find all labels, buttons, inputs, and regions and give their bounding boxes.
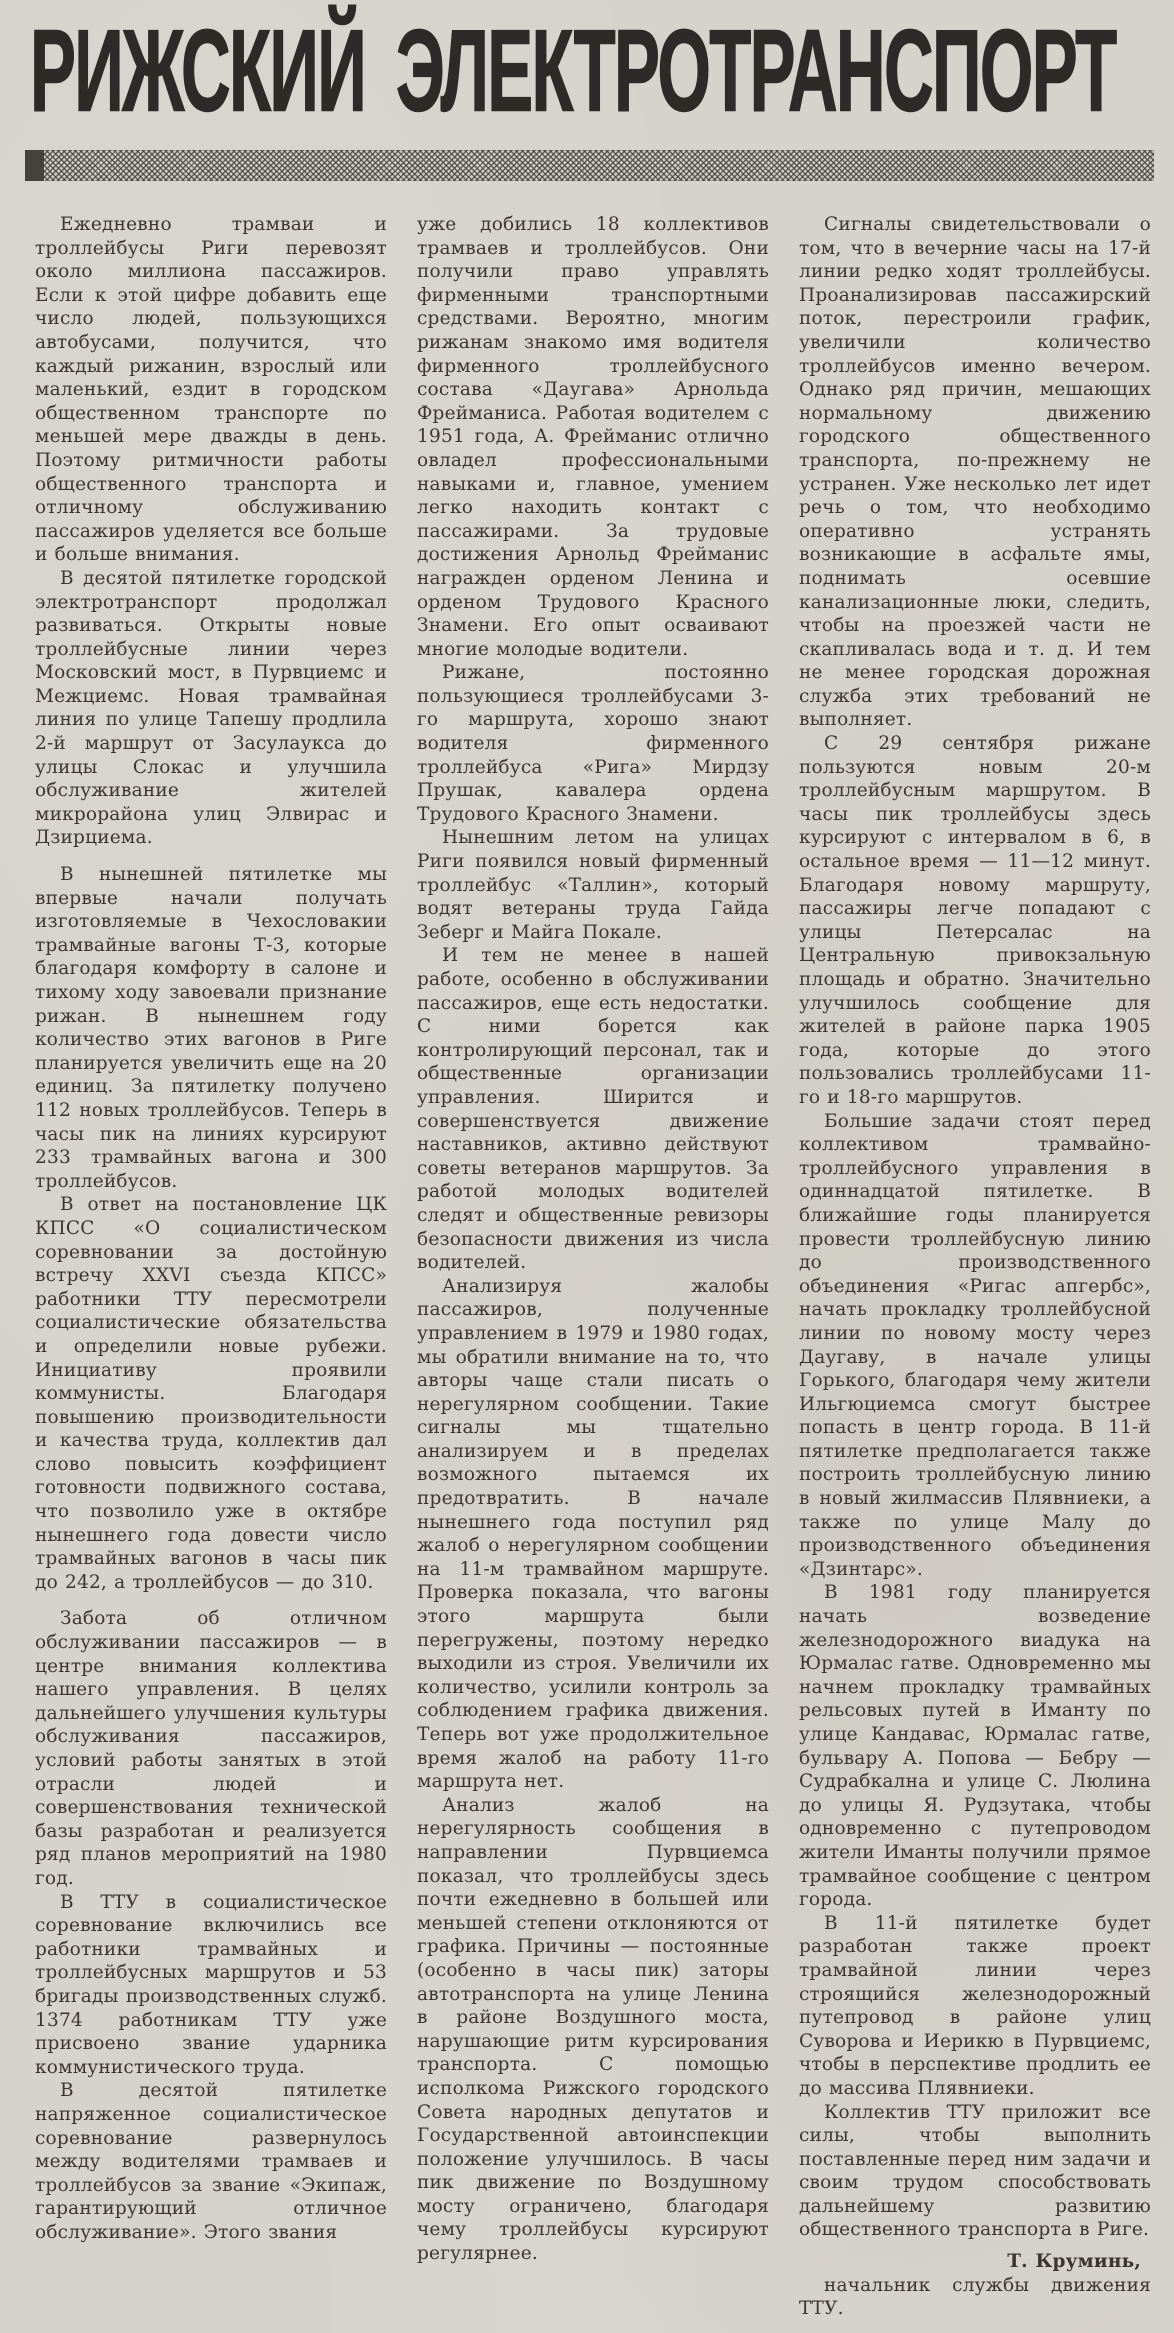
article-paragraph: В десятой пятилетке напряженное социалистическое соревнование развернулось между водителями трамваев и троллейбусов за звание «Экипаж, гарантирующий отличное обслуживание». Этого звания — [35, 2080, 387, 2243]
article-paragraph: В 1981 году планируется начать возведение железнодорожного виадука на Юрмалас гатве. Одновременно мы начнем прокладку трамвайных рельсовых путей в Иманту по улице Кандавас, Юрмалас гатве, бульвару А. Попова — Бебру — Судрабкална и улице С. Люлина до улицы Я. Рудзутака, чтобы одновременно с путепроводом жители Иманты получили прямое трамвайное сообщение с центром города. — [799, 1582, 1151, 1911]
masthead — [0, 0, 1174, 137]
signature-block — [799, 2250, 1151, 2321]
article-column-2 — [417, 213, 769, 2321]
article-paragraph: Ежедневно трамваи и троллейбусы Риги перевозят около миллиона пассажиров. Если к этой цифре добавить еще число людей, пользующихся автобусами, получится, что каждый рижанин, взрослый или маленький, ездит в городском общественном транспорте по меньшей мере дважды в день. Поэтому ритмичности работы общественного транспорта и отличному обслуживанию пассажиров уделяется все больше и больше внимания. — [35, 214, 387, 566]
article-paragraph: уже добились 18 коллективов трамваев и троллейбусов. Они получили право управлять фирменными транспортными средствами. Вероятно, многим рижанам знакомо имя водителя фирменного троллейбусного состава «Даугава» Арнольда Фрейманиса. Работая водителем с 1951 года, А. Фрейманис отлично овладел профессиональными навыками и, главное, умением легко находить контакт с пассажирами. За трудовые достижения Арнольд Фрейманис награжден орденом Ленина и орденом Трудового Красного Знамени. Его опыт осваивают многие молодые водители. — [417, 214, 769, 660]
article-paragraph: С 29 сентября рижане пользуются новым 20-м троллейбусным маршрутом. В часы пик троллейбусы здесь курсируют с интервалом в 6, в остальное время — 11—12 минут. Благодаря новому маршруту, пассажиры легче попадают с улицы Петерсалас на Центральную привокзальную площадь и обратно. Значительно улучшилось сообщение для жителей в районе парка 1905 года, которые до этого пользовались троллейбусами 11-го и 18-го маршрутов. — [799, 733, 1151, 1108]
article-paragraph: Коллектив ТТУ приложит все силы, чтобы выполнить поставленные перед ним задачи и своим трудом способствовать дальнейшему развитию общественного транспорта в Риге. — [799, 2101, 1151, 2241]
article-paragraph: Анализ жалоб на нерегулярность сообщения в направлении Пурвциемса показал, что троллейбусы здесь почти ежедневно в большей или меньшей степени отклоняются от графика. Причины — постоянные (особенно в часы пик) заторы автотранспорта на улице Ленина в районе Воздушного моста, нарушающие ритм курсирования транспорта. С помощью исполкома Рижского городского Совета народных депутатов и Государственной автоинспекции положение улучшилось. В часы пик движение по Воздушному мосту ограничено, благодаря чему троллейбусы курсируют регулярнее. — [417, 1794, 769, 2265]
article-paragraph: В нынешней пятилетке мы впервые начали получать изготовляемые в Чехословакии трамвайные вагоны Т-3, которые благодаря комфорту в салоне и тихому ходу завоевали признание рижан. В нынешнем году количество этих вагонов в Риге планируется увеличить еще на 20 единиц. За пятилетку получено 112 новых троллейбусов. Теперь в часы пик на линиях курсируют 233 трамвайных вагона и 300 троллейбусов. — [35, 864, 387, 1192]
article-paragraph: В десятой пятилетке городской электротранспорт продолжал развиваться. Открыты новые троллейбусные линии через Московский мост, в Пурвциемс и Межциемс. Новая трамвайная линия по улице Тапешу продлила 2-й маршрут от Засулаукса до улицы Слокас и улучшила обслуживание жителей микрорайона улиц Элвирас и Дзирциема. — [35, 567, 387, 849]
article-paragraph: Анализируя жалобы пассажиров, полученные управлением в 1979 и 1980 годах, мы обратили внимание на то, что авторы чаще стали писать о нерегулярном сообщении. Такие сигналы мы тщательно анализируем и в пределах возможного пытаемся их предотвратить. В начале нынешнего года поступил ряд жалоб о нерегулярном сообщении на 11-м трамвайном маршруте. Проверка показала, что вагоны этого маршрута были перегружены, поэтому нередко выходили из строя. Увеличили их количество, усилили контроль за соблюдением графика движения. Теперь вот уже продолжительное время жалоб на работу 11-го маршрута нет. — [417, 1275, 769, 1793]
article-paragraph: Большие задачи стоят перед коллективом трамвайно-троллейбусного управления в одиннадцатой пятилетке. В ближайшие годы планируется провести троллейбусную линию до производственного объединения «Ригас апгербс», начать прокладку троллейбусной линии по новому мосту через Даугаву, в начале улицы Горького, благодаря чему жители Ильгюциемса смогут быстрее попасть в центр города. В 11-й пятилетке предполагается также построить троллейбусную линию в новый жилмассив Плявниеки, а также по улице Малу до производственного объединения «Дзинтарс». — [799, 1110, 1151, 1580]
article-paragraph: В ТТУ в социалистическое соревнование включились все работники трамвайных и троллейбусных маршрутов и 53 бригады производственных служб. 1374 работникам ТТУ уже присвоено звание ударника коммунистического труда. — [35, 1891, 387, 2078]
article-column-3 — [799, 213, 1151, 2321]
article-paragraph: Нынешним летом на улицах Риги появился новый фирменный троллейбус «Таллин», который водят ветераны труда Гайда Зеберг и Майга Покале. — [417, 827, 769, 943]
article-column-1 — [35, 213, 387, 2321]
author-title: начальник службы движения ТТУ. — [799, 2274, 1151, 2320]
article-body — [0, 213, 1174, 2321]
article-paragraph: Рижане, постоянно пользующиеся троллейбусами 3-го маршрута, хорошо знают водителя фирменного троллейбуса «Рига» Мирдзу Прушак, кавалера ордена Трудового Красного Знамени. — [417, 662, 769, 825]
article-paragraph: Сигналы свидетельствовали о том, что в вечерние часы на 17-й линии редко ходят троллейбусы. Проанализировав пассажирский поток, перестроили график, увеличили количество троллейбусов именно вечером. Однако ряд причин, мешающих нормальному движению городского общественного транспорта, по-прежнему не устранен. Уже несколько лет идет речь о том, что необходимо оперативно устранять возникающие в асфальте ямы, поднимать осевшие канализационные люки, следить, чтобы на проезжей части не скапливалась вода и т. д. И тем не менее городская дорожная служба этих требований не выполняет. — [799, 214, 1151, 731]
article-paragraph: Забота об отличном обслуживании пассажиров — в центре внимания коллектива нашего управления. В целях дальнейшего улучшения культуры обслуживания пассажиров, условий работы занятых в этой отрасли людей и совершенствования технической базы разработан и реализуется ряд планов мероприятий на 1980 год. — [35, 1608, 387, 1889]
author-name: Т. Круминь, — [1007, 2251, 1141, 2273]
decorative-hatched-rule — [25, 150, 1154, 181]
article-paragraph: В ответ на постановление ЦК КПСС «О социалистическом соревновании за достойную встречу XXVI съезда КПСС» работники ТТУ пересмотрели социалистические обязательства и определили новые рубежи. Инициативу проявили коммунисты. Благодаря повышению производительности и качества труда, коллектив дал слово повысить коэффициент готовности подвижного состава, что позволило уже в октябре нынешнего года довести число трамвайных вагонов в часы пик до 242, а троллейбусов — до 310. — [35, 1194, 387, 1593]
rule-left-cap — [25, 150, 44, 181]
article-paragraph: В 11-й пятилетке будет разработан также проект трамвайной линии через строящийся железнодорожный путепровод в районе улиц Суворова и Иерикю в Пурвциемс, чтобы в перспективе продлить ее до массива Плявниеки. — [799, 1912, 1151, 2099]
column-3-paragraphs — [799, 213, 1151, 2242]
article-headline: РИЖСКИЙ ЭЛЕКТРОТРАНСПОРТ — [30, 6, 1116, 137]
article-paragraph: И тем не менее в нашей работе, особенно в обслуживании пассажиров, еще есть недостатки. С ними борется как контролирующий персонал, так и общественные организации управления. Ширится и совершенствуется движение наставников, активно действуют советы ветеранов маршрутов. За работой молодых водителей следят и общественные ревизоры безопасности движения из числа водителей. — [417, 945, 769, 1274]
